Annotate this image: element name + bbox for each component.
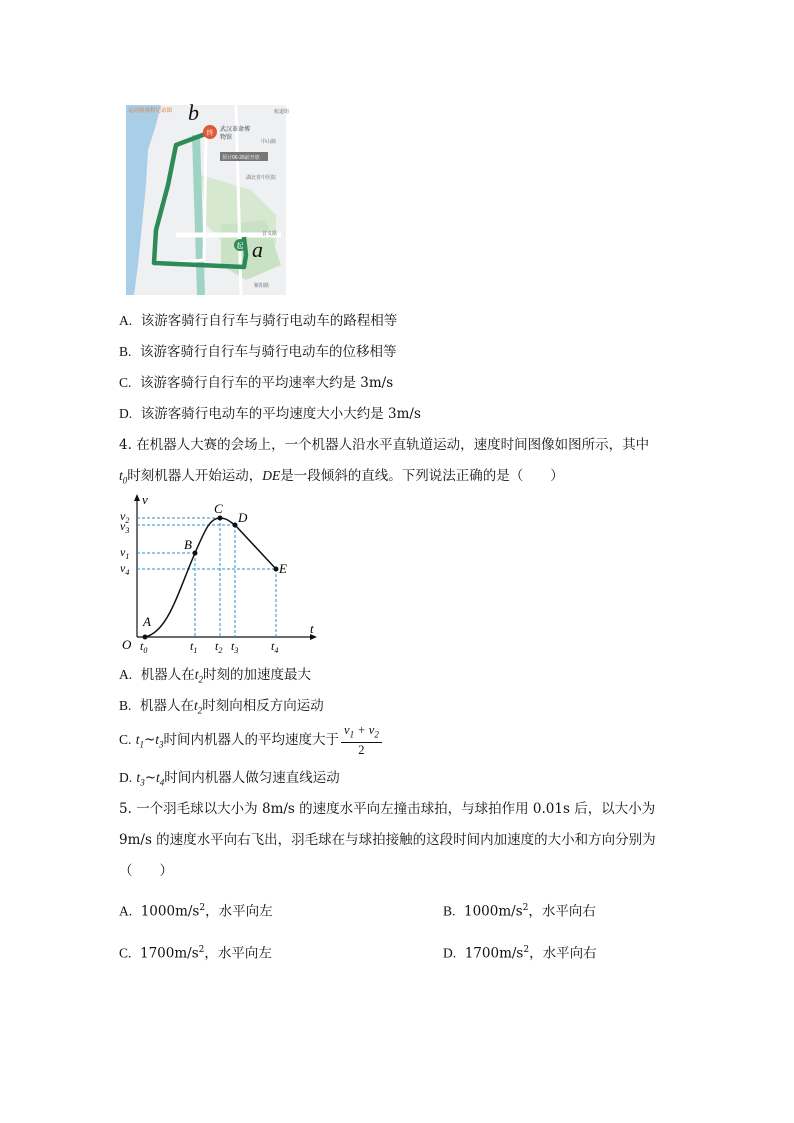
q4-option-a: A. 机器人在$t_2$时刻的加速度最大 [119,667,311,685]
q4-number: 4. [119,437,132,453]
road-label-2: 中山路 [261,139,277,145]
road-jiefang [196,135,201,295]
q3-option-d-text: 该游客骑行电动车的平均速度大小大约是 3m/s [140,406,421,422]
svg-text:t4: $t_4$ [271,639,279,655]
q4-line2-de: DE [262,468,281,483]
svg-text:v1: $v_1$ [120,545,130,561]
point-b [193,551,198,556]
point-d [233,523,238,528]
velocity-curve [145,518,276,637]
svg-text:t1: $t_1$ [190,639,198,655]
q3-option-b [119,342,396,362]
q5-option-d: D. $1700m/s^2$，水平向右 [443,945,597,962]
poi-notice: 预计06-26前开放 [222,155,260,161]
svg-text:v3: $v_3$ [120,519,130,535]
q4-line1-text: 在机器人大赛的会场上，一个机器人沿水平直轨道运动，速度时间图像如图所示，其中 [136,437,650,453]
road-label-8: 首义路 [262,231,278,237]
map-label-b: b [188,100,199,125]
svg-text:t2: $t_2$ [215,639,223,655]
road-label-3: 湖北省中医院 [246,175,277,181]
v-tick-labels [120,509,129,577]
q3-option-c-text: 该游客骑行自行车的平均速率大约是 3m/s [139,375,394,391]
road-label-1: 航道街 [274,109,290,115]
poi-name-2: 物馆 [220,135,233,141]
q4-stem-line1 [119,435,649,455]
q3-option-a [119,311,397,331]
q3-option-b-text: 该游客骑行自行车与骑行电动车的位移相等 [139,344,397,360]
q5-option-c: C. $1700m/s^2$，水平向左 [119,945,272,962]
start-marker-label: 起 [236,242,244,250]
q3-option-c-letter: C. [119,375,132,390]
q3-option-b-letter: B. [119,344,132,359]
q5-stem-line2: 9m/s 的速度水平向右飞出，羽毛球在与球拍接触的这段时间内加速度的大小和方向分别为 [119,832,656,848]
svg-text:v2: $v_2$ [120,509,130,525]
q5-option-a: A. $1000m/s^2$，水平向左 [119,903,273,920]
q4-option-b: B. 机器人在$t_2$时刻向相反方向运动 [119,698,324,716]
q4-stem-line2 [119,466,564,491]
q3-option-a-letter: A. [119,313,133,328]
q4-line2-pre: 时刻机器人开始运动， [127,468,263,484]
map-banner: 运动骑骑程记录图 [128,108,173,114]
route-map [126,100,290,295]
q5-stem-line3: （ ） [119,863,173,879]
guide-lines [137,518,276,637]
q4-line2-post: 是一段倾斜的直线。下列说法正确的是（ ） [280,468,564,484]
fraction-v1-plus-v2-over-2: $\frac{v_1 + v_2}{2}$ [341,723,382,759]
point-e [274,567,279,572]
q3-option-d-letter: D. [119,406,133,421]
q3-option-c [119,373,393,393]
v-axis-arrow [134,494,140,501]
origin-label: O [122,637,132,652]
q4-option-c: C. $t_1\sim t_3$时间内机器人的平均速度大于 $\frac{v_1 + v_2}{2}$ [119,722,382,763]
label-a: A [143,614,151,629]
q3-option-a-text: 该游客骑行自行车与骑行电动车的路程相等 [140,313,398,329]
label-d: D [238,510,248,525]
end-marker-label: 终 [206,129,214,137]
q5-stem-line1: 5. 一个羽毛球以大小为 8m/s 的速度水平向左撞击球拍，与球拍作用 0.01s 后，以大小为 [119,801,656,817]
q4-option-d: D. $t_3\sim t_4$时间内机器人做匀速直线运动 [119,770,340,788]
label-c: C [214,501,223,516]
t-tick-labels [140,639,278,655]
axis-label-t: t [310,621,314,636]
svg-text:t0: $t_0$ [140,639,148,655]
svg-text:v4: $v_4$ [120,561,130,577]
q5-number: 5. [119,801,132,817]
label-b: B [184,537,192,552]
velocity-time-graph [113,492,325,654]
svg-text:t3: $t_3$ [231,639,239,655]
q4-t0-symbol: $t_0$ [119,468,128,486]
q3-option-d [119,404,421,424]
point-c [218,516,223,521]
map-label-a: a [252,237,263,262]
label-e: E [279,561,287,576]
road-label-9: 紫阳路 [254,283,270,289]
axis-label-v: v [142,492,148,507]
poi-name-1: 武汉革命博 [220,127,251,133]
q5-option-b: B. $1000m/s^2$，水平向右 [443,903,596,920]
